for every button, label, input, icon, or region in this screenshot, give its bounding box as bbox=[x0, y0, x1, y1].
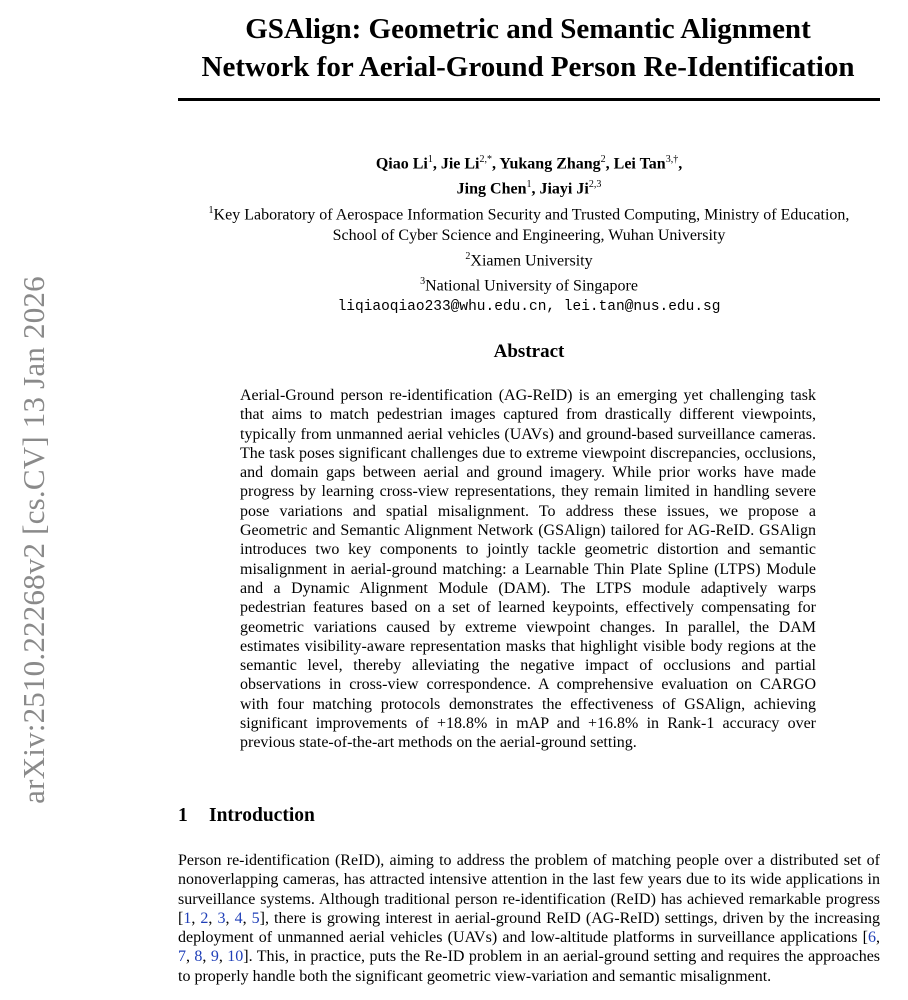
arxiv-identifier-stamp: arXiv:2510.22268v2 [cs.CV] 13 Jan 2026 bbox=[16, 276, 51, 804]
title-line-1: GSAlign: Geometric and Semantic Alignment bbox=[245, 13, 811, 45]
citation-link[interactable]: 5 bbox=[251, 909, 260, 927]
paper-title bbox=[178, 10, 878, 86]
author-name: Jie Li bbox=[440, 155, 480, 173]
abstract-heading: Abstract bbox=[493, 341, 565, 362]
author-affil-sup: 1 bbox=[427, 154, 433, 165]
affiliation-1: $^1$Key Laboratory of Aerospace Information Security and Trusted Computing, Ministry of Education, bbox=[208, 204, 850, 223]
citation-link[interactable]: 7 bbox=[178, 948, 186, 966]
citation-link[interactable]: 8 bbox=[194, 948, 203, 966]
section-title: Introduction bbox=[209, 805, 315, 826]
author-affil-sup: 2,3 bbox=[588, 179, 602, 191]
citation-link[interactable]: 2 bbox=[200, 909, 209, 927]
author-affil-sup: 2,* bbox=[479, 154, 492, 165]
citation-link[interactable]: 4 bbox=[234, 909, 243, 927]
citation-link[interactable]: 9 bbox=[210, 948, 219, 966]
author-affil-sup: 1 bbox=[526, 179, 532, 191]
affiliation-2: $^2$Xiamen University bbox=[465, 250, 593, 270]
citation-link[interactable]: 6 bbox=[868, 929, 876, 947]
citation-link[interactable]: 10 bbox=[227, 948, 244, 966]
author-names-line-2: Jing Chen$^1$, Jiayi Ji$^{2,3}$ bbox=[456, 179, 602, 198]
section-number: 1 bbox=[178, 805, 188, 826]
citation-link[interactable]: 3 bbox=[217, 909, 226, 927]
author-block bbox=[178, 149, 880, 318]
affiliation-1-cont: School of Cyber Science and Engineering, Wuhan University bbox=[332, 226, 726, 244]
title-line-2: Network for Aerial-Ground Person Re-Identification bbox=[201, 51, 855, 83]
author-affil-sup: 2 bbox=[600, 154, 606, 165]
citation-link[interactable]: 1 bbox=[183, 909, 192, 927]
title-rule bbox=[178, 98, 880, 101]
abstract-text: Aerial-Ground person re-identification (AG-ReID) is an emerging yet challenging task that aims to match pedestrian images captured from drastically different viewpoints, typically from unmanned aerial vehicles (UAVs) and ground-based surveillance cameras. The task poses significant challenges due to extreme viewpoint discrepancies, occlusions, and domain gaps between aerial and ground imagery. While prior works have made progress by learning cross-view representations, they remain limited in handling severe pose variations and spatial misalignment. To address these issues, we propose a Geometric and Semantic Alignment Network (GSAlign) tailored for AG-ReID. GSAlign introduces two key components to jointly tackle geometric distortion and semantic misalignment in aerial-ground matching: a Learnable Thin Plate Spline (LTPS) Module and a Dynamic Alignment Module (DAM). The LTPS module adaptively warps pedestrian features based on a set of learned keypoints, effectively compensating for geometric variations caused by extreme viewpoint changes. In parallel, the DAM estimates visibility-aware representation masks that highlight visible body regions at the semantic level, thereby alleviating the negative impact of occlusions and partial observations in cross-view correspondence. A comprehensive evaluation on CARGO with four matching protocols demonstrates the effectiveness of GSAlign, achieving significant improvements of +18.8% in mAP and +16.8% in Rank-1 accuracy over previous state-of-the-art methods on the aerial-ground setting. bbox=[240, 387, 816, 752]
author-name: Qiao Li bbox=[375, 155, 428, 173]
author-name: Jing Chen bbox=[456, 180, 527, 198]
author-emails: liqiaoqiao233@whu.edu.cn, lei.tan@nus.edu.sg bbox=[337, 298, 721, 315]
author-affil-sup: 3,† bbox=[665, 154, 679, 165]
author-name: Lei Tan bbox=[613, 155, 666, 173]
section-heading-introduction bbox=[178, 805, 315, 827]
author-name: Jiayi Ji bbox=[539, 180, 589, 198]
introduction-paragraph: Person re-identification (ReID), aiming to address the problem of matching people over a distributed set of nonoverlapping cameras, has attracted intensive attention in the last few years due to its wide applications in surveillance systems. Although traditional person re-identification (ReID) has achieved remarkable progress [1, 2, 3, 4, 5], there is growing interest in aerial-ground ReID (AG-ReID) settings, driven by the increasing deployment of unmanned aerial vehicles (UAVs) and low-altitude platforms in surveillance applications [6, 7, 8, 9, 10]. This, in practice, puts the Re-ID problem in an aerial-ground setting and requires the approaches to properly handle both the significant geometric view-variation and semantic misalignment. bbox=[178, 852, 881, 985]
author-name: Yukang Zhang bbox=[499, 155, 601, 173]
affiliation-3: $^3$National University of Singapore bbox=[420, 276, 638, 295]
author-names-line-1: Qiao Li$^1$, Jie $Li^{2,*}$, Yukang Zhang$^2$, Lei Tan$^{3,\dagger}$, bbox=[375, 154, 683, 173]
